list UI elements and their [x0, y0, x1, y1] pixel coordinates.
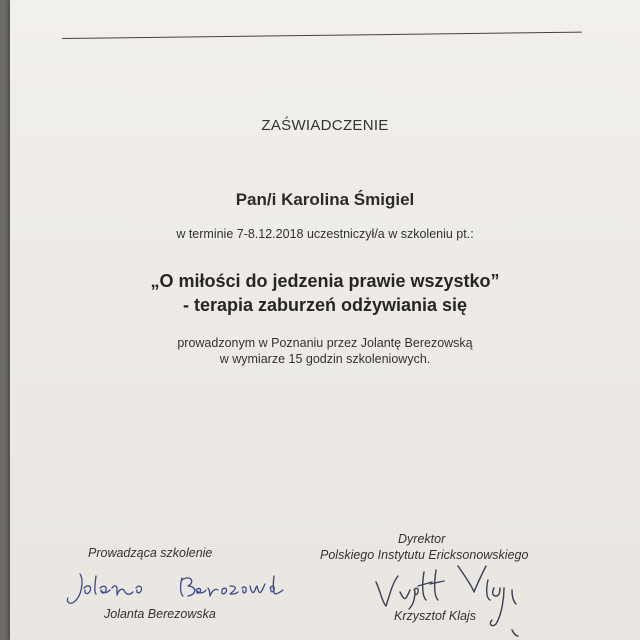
training-title-line1: „O miłości do jedzenia prawie wszystko”: [150, 271, 500, 291]
certificate-heading: ZAŚWIADCZENIE: [261, 117, 389, 134]
conducted-by-line: prowadzonym w Poznaniu przez Jolantę Berezowską: [177, 336, 473, 350]
recipient-name: Pan/i Karolina Śmigiel: [235, 190, 415, 209]
left-signatory-name: Jolanta Berezowska: [104, 607, 216, 621]
right-signatory-title: Dyrektor: [398, 532, 446, 546]
certificate-page: [10, 0, 640, 640]
left-signatory-role: Prowadząca szkolenie: [88, 546, 213, 560]
right-signatory-name: Krzysztof Klajs: [394, 609, 476, 623]
top-rule: [62, 32, 582, 39]
term-line: w terminie 7-8.12.2018 uczestniczył/a w szkoleniu pt.:: [176, 227, 474, 241]
training-title-line2: - terapia zaburzeń odżywiania się: [182, 295, 468, 315]
right-handwritten-signature: [362, 558, 542, 640]
right-signatory-institution: Polskiego Instytutu Ericksonowskiego: [320, 548, 529, 562]
left-handwritten-signature: [62, 566, 292, 610]
hours-line: w wymiarze 15 godzin szkoleniowych.: [219, 352, 431, 366]
